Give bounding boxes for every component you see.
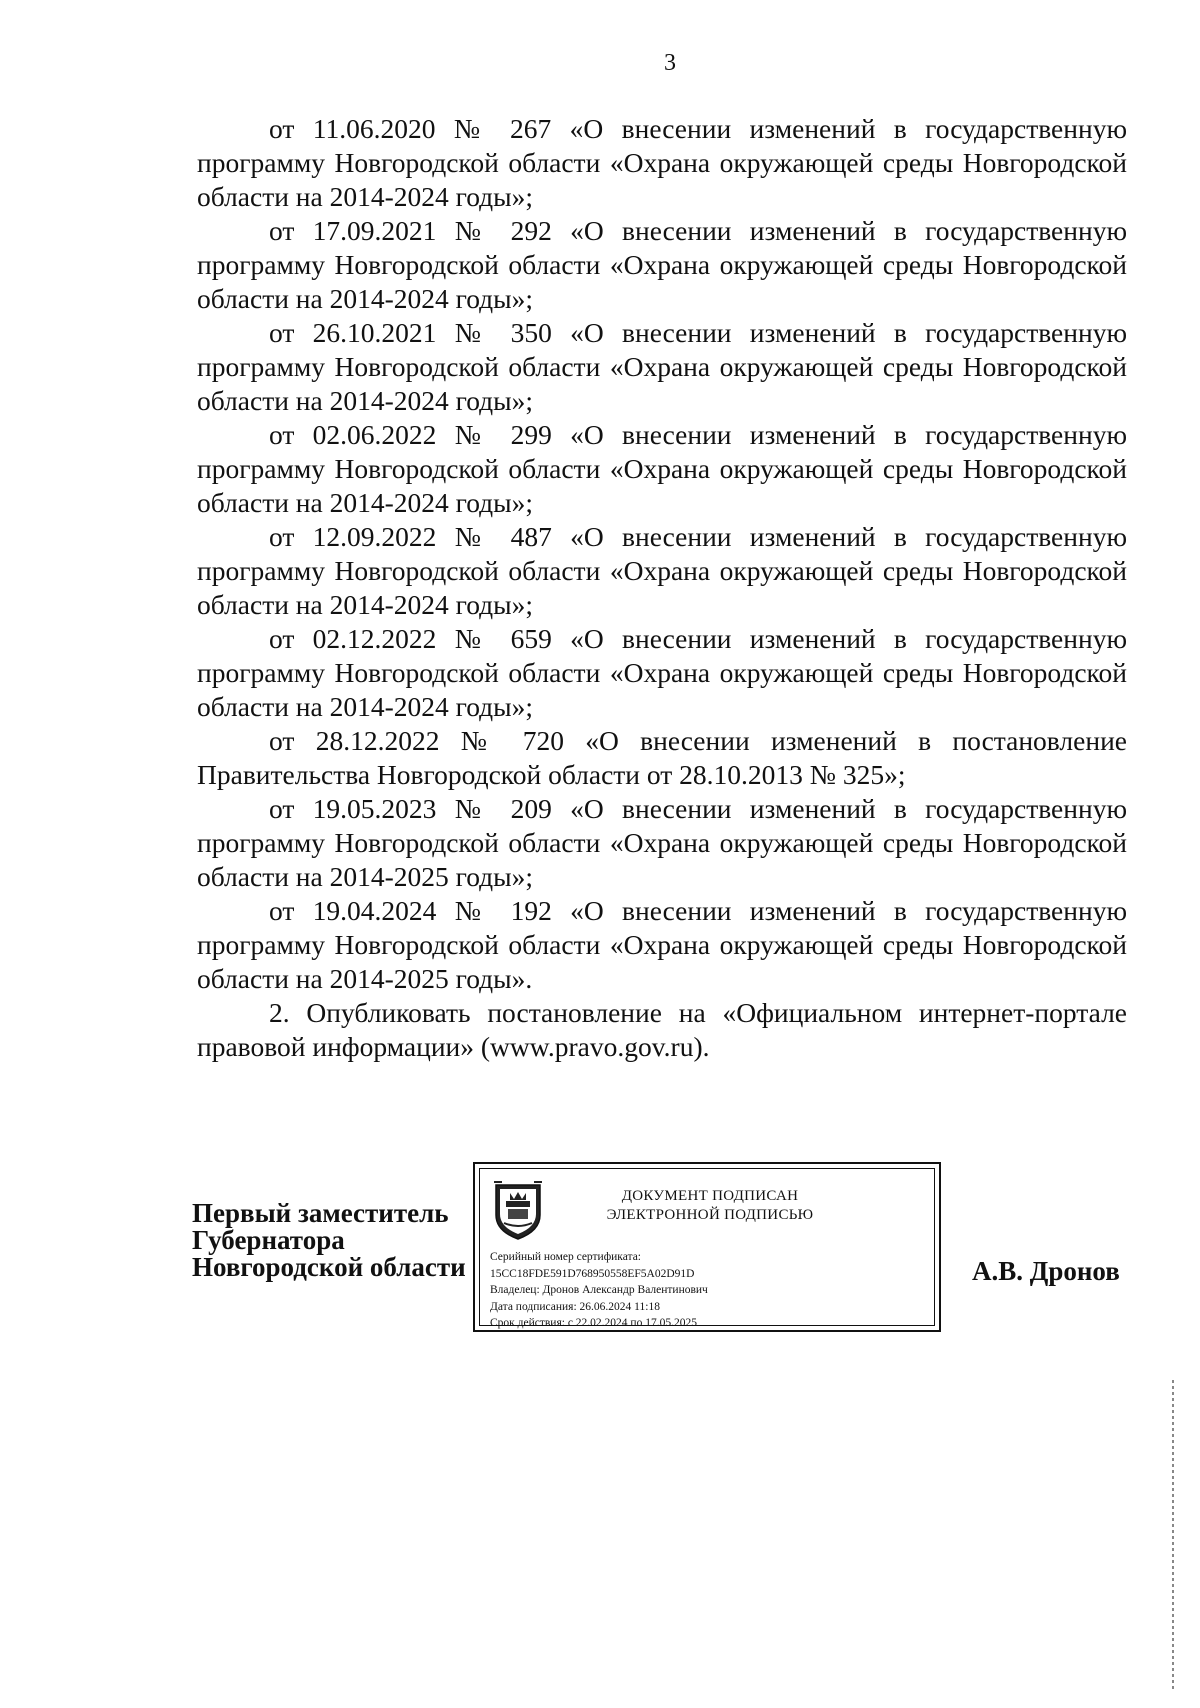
publication-paragraph: 2. Опубликовать постановление на «Официальном интернет-портале правовой информации» (www.pravo.gov.ru). — [197, 997, 1127, 1062]
paragraph: от 19.04.2024 № 192 «О внесении изменений в государственную программу Новгородской области «Охрана окружающей среды Новгородской области на 2014-2025 годы». — [197, 895, 1127, 994]
paragraph: от 19.05.2023 № 209 «О внесении изменений в государственную программу Новгородской области «Охрана окружающей среды Новгородской области на 2014-2025 годы»; — [197, 793, 1127, 892]
paragraph: от 17.09.2021 № 292 «О внесении изменений в государственную программу Новгородской области «Охрана окружающей среды Новгородской области на 2014-2024 годы»; — [197, 215, 1127, 314]
stamp-title — [540, 1187, 880, 1225]
electronic-signature-stamp — [473, 1162, 941, 1332]
paragraph: от 26.10.2021 № 350 «О внесении изменений в государственную программу Новгородской области «Охрана окружающей среды Новгородской области на 2014-2024 годы»; — [197, 317, 1127, 416]
stamp-details — [490, 1249, 708, 1332]
signer-position-line: Новгородской области — [192, 1252, 466, 1282]
certificate-owner: Владелец: Дронов Александр Валентинович — [490, 1284, 708, 1296]
scan-edge-mark — [1172, 1380, 1174, 1690]
signing-date: Дата подписания: 26.06.2024 11:18 — [490, 1300, 660, 1313]
certificate-serial-value: 15CC18FDE591D768950558EF5A02D91D — [490, 1267, 695, 1280]
certificate-validity: Срок действия: с 22.02.2024 по 17.05.2025 — [490, 1317, 697, 1329]
coat-of-arms-icon — [490, 1179, 546, 1241]
document-body — [197, 112, 1127, 1064]
page-number: 3 — [664, 50, 676, 76]
certificate-serial-label: Серийный номер сертификата: — [490, 1251, 641, 1263]
paragraph: от 11.06.2020 № 267 «О внесении изменений в государственную программу Новгородской области «Охрана окружающей среды Новгородской области на 2014-2024 годы»; — [197, 113, 1127, 212]
paragraph: от 12.09.2022 № 487 «О внесении изменений в государственную программу Новгородской области «Охрана окружающей среды Новгородской области на 2014-2024 годы»; — [197, 521, 1127, 620]
stamp-title-line: ДОКУМЕНТ ПОДПИСАН — [621, 1188, 799, 1204]
paragraph: от 02.12.2022 № 659 «О внесении изменений в государственную программу Новгородской области «Охрана окружающей среды Новгородской области на 2014-2024 годы»; — [197, 623, 1127, 722]
stamp-title-line: ЭЛЕКТРОННОЙ ПОДПИСЬЮ — [606, 1207, 814, 1223]
signer-name: А.В. Дронов — [972, 1256, 1120, 1286]
paragraph: от 28.12.2022 № 720 «О внесении изменений в постановление Правительства Новгородской области от 28.10.2013 № 325»; — [197, 725, 1127, 790]
paragraph: от 02.06.2022 № 299 «О внесении изменений в государственную программу Новгородской области «Охрана окружающей среды Новгородской области на 2014-2024 годы»; — [197, 419, 1127, 518]
signer-position — [192, 1200, 466, 1281]
signer-position-line: Первый заместитель — [192, 1198, 449, 1228]
signer-position-line: Губернатора — [192, 1225, 345, 1255]
stamp-frame — [479, 1168, 935, 1329]
